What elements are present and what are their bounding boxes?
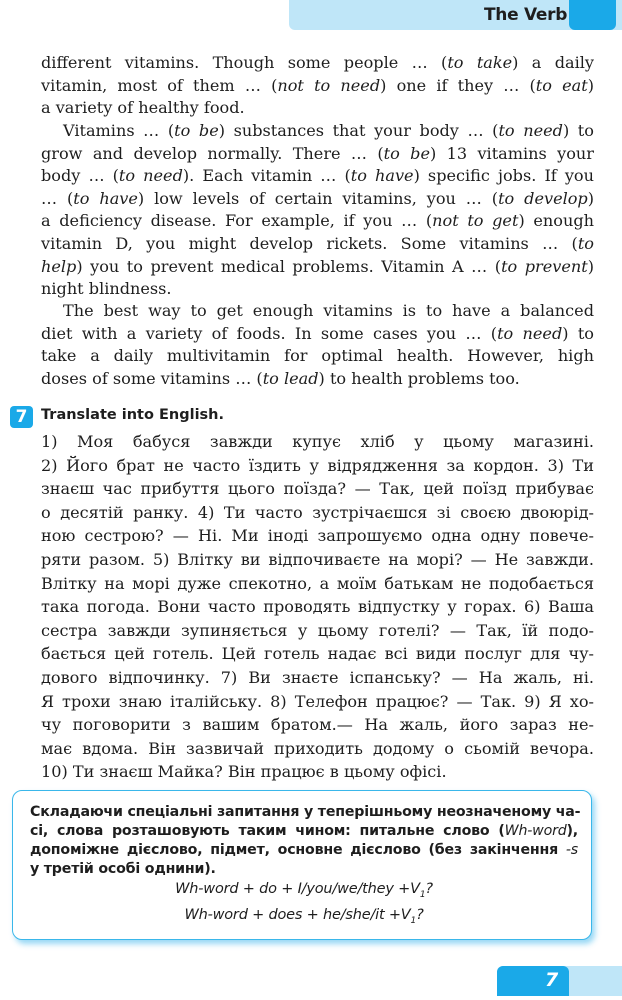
text-segment: … ( [41,188,74,208]
text-line [41,323,594,346]
exercise-line: 2) Його брат не часто їздить у відрядження за кордон. 3) Ти [41,455,594,475]
rule-line: у третій особі однини). [30,861,216,877]
verb-prompt: to need [497,323,563,343]
text-segment: ) low levels of certain vitamins, you … ( [137,188,499,208]
verb-prompt: to eat [535,75,588,95]
exercise-line: ною сестрою? — Ні. Ми іноді запрошуємо одна одну повече- [41,526,594,546]
verb-prompt: not to get [432,211,519,231]
text-segment: vitamin, most of them … ( [41,75,278,95]
text-line [41,75,594,98]
exercise-line: сестра завжди зупиняється у цьому готелі? — Так, їй подо- [41,620,594,640]
exercise-number-badge: 7 [10,406,33,428]
text-segment: ). Each vitamin … ( [182,166,351,186]
text-line [41,345,594,368]
text-line [41,165,594,188]
verb-prompt: to [577,233,594,253]
text-segment: ) enough [518,211,594,231]
text-segment: The best way to get enough vitamins is to have a balanced [63,301,594,320]
text-segment: grow and develop normally. There … ( [41,143,384,163]
text-segment: doses of some vitamins … ( [41,368,263,388]
text-segment: ) 13 vitamins your [429,143,594,163]
rule-formula-does: Wh-word + does + $he/she/it +V_1$? [184,906,424,926]
verb-prompt: to prevent [501,256,588,276]
exercise-line: 1) Моя бабуся завжди купує хліб у цьому магазині. [41,432,594,451]
verb-prompt: to develop [498,188,588,208]
text-line [41,97,594,120]
header-tab-marker [569,0,616,30]
text-segment: a variety of healthy food. [41,98,245,118]
exercise-line: Влітку на морі дуже спекотно, а моїм батькам не подобається [41,573,594,593]
text-line [41,188,594,211]
text-segment: take a daily multivitamin for optimal health. However, high [41,346,594,366]
text-line [41,278,594,301]
reading-paragraph-3 [41,300,594,390]
rule-line: Складаючи спеціальні запитання у теперішньому неозначеному ча- [30,804,581,820]
verb-prompt: not to need [277,75,381,95]
text-segment: ) you to prevent medical problems. Vitamin A … ( [76,256,502,276]
verb-prompt: to be [174,121,219,140]
exercise-line: Я трохи знаю італійську. 8) Телефон працює? — Так. 9) Я хо- [41,691,594,711]
verb-prompt: help [41,256,77,276]
text-segment: ) to health problems too. [318,368,520,388]
text-segment: ) to [562,121,594,140]
text-line [41,256,594,279]
exercise-line: знаєш час прибуття цього поїзда? — Так, цей поїзд прибуває [41,479,594,499]
rule-line: сі, слова розташовують таким чином: питальне слово (Wh-word), [30,823,578,839]
exercise-title: Translate into English. [41,407,224,423]
text-segment: a deficiency disease. For example, if you … ( [41,211,433,231]
text-segment: ) one if they … ( [380,75,536,95]
verb-prompt: to need [498,121,563,140]
verb-prompt: to be [383,143,430,163]
text-line [41,368,594,391]
text-segment: ) specific jobs. If you [413,166,594,186]
text-segment: ) substances that your body … ( [218,121,499,140]
verb-prompt: to need [118,166,183,186]
text-segment: different vitamins. Though some people … ( [41,53,448,72]
exercise-line: ряти разом. 5) Влітку ви відпочиваєте на морі? — Не завжди. [41,549,594,569]
text-segment: ) a daily [512,53,594,72]
exercise-line: 10) Ти знаєш Майка? Він працює в цьому офісі. [41,762,447,782]
text-segment: ) [587,256,594,276]
text-line [41,233,594,256]
exercise-line: чу поговорити з вашим братом.— На жаль, його зараз не- [41,715,594,735]
text-segment: ) to [562,323,594,343]
grammar-rule-text [30,803,581,931]
reading-paragraph-1 [41,52,594,120]
text-line [41,120,594,143]
exercise-line: бається цей готель. Цей готель надає всі види послуг для чу- [41,644,594,664]
verb-prompt: to take [447,53,513,72]
rule-formula-do: Wh-word + do + I/you/we/they $+V_1$? [175,881,433,900]
reading-paragraph-2 [41,120,594,301]
text-segment: diet with a variety of foods. In some cases you … ( [41,323,498,343]
text-segment: Vitamins … ( [63,121,175,140]
text-segment: ) [587,188,595,208]
exercise-line: дового відпочинку. 7) Ви знаєте іспанську? — На жаль, ні. [41,667,594,687]
exercise-line: має вдома. Він зазвичай приходить додому о сьомій вечора. [41,738,594,758]
exercise-line: така погода. Вони часто проводять відпустку у горах. 6) Ваша [41,597,594,617]
text-segment: body … ( [41,166,119,186]
text-line [41,143,594,166]
rule-line: допоміжне дієслово, підмет, основне дієслово (без закінчення -s [30,842,578,858]
verb-prompt: to lead [262,368,319,388]
text-line [41,52,594,75]
text-line [41,300,594,323]
verb-prompt: to have [350,166,414,186]
exercise-line: о десятій ранку. 4) Ти часто зустрічаєшся зі своєю двоюрід- [41,502,594,522]
page-number: 7 [545,969,559,991]
text-segment: night blindness. [41,279,172,299]
exercise-text [41,430,594,784]
grammar-rule-box [12,790,592,940]
text-line [41,210,594,233]
text-segment: ) [587,75,594,95]
chapter-title: The Verb [484,5,568,25]
text-segment: vitamin D, you might develop rickets. Some vitamins … ( [41,233,578,253]
verb-prompt: to have [73,188,138,208]
